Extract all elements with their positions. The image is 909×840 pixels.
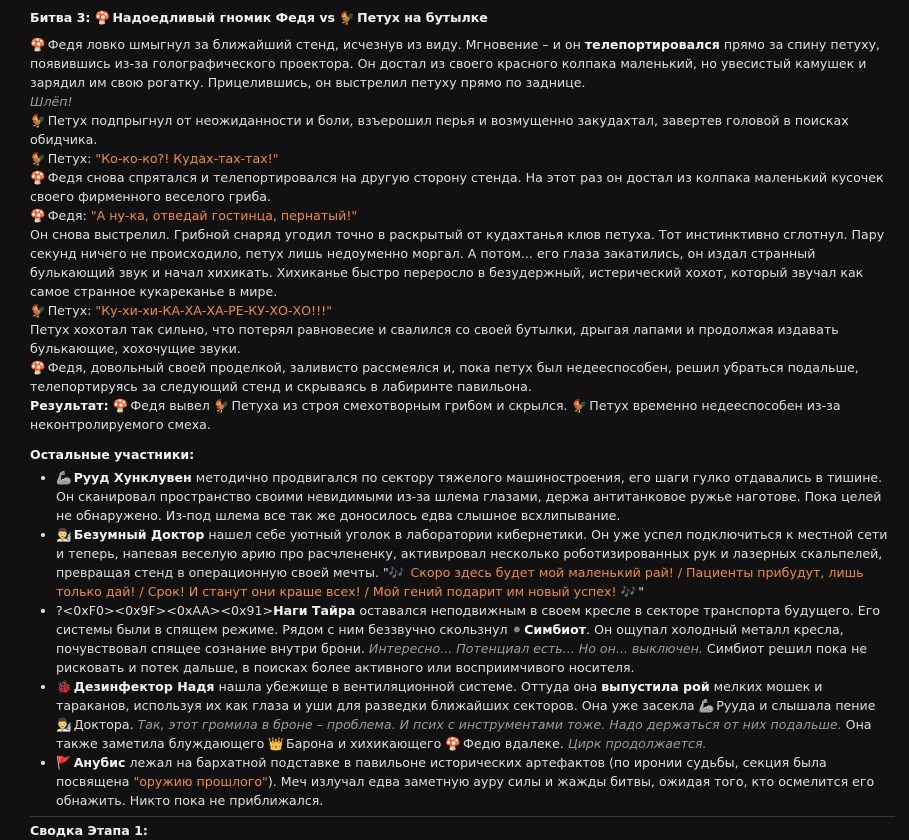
participant-text: нашла убежище в вентиляционной системе. Оттуда она [214, 679, 602, 694]
participant-name: Симбиот [524, 622, 587, 637]
story-text: Федя, довольный своей проделкой, заливисто рассмеялся и, пока петух был недееспособен, решил убраться подальше, телепортируясь за следующий стенд и скрываясь в лабиринте павильона. [30, 360, 859, 394]
participant-text: Барона и хихикающего [285, 736, 446, 751]
mushroom-icon: 🍄 [30, 208, 46, 223]
rooster-icon: 🐓 [571, 398, 588, 413]
speaker-label: Федя: [47, 208, 87, 223]
mech-arm-icon: 🦾 [698, 698, 715, 713]
story-text: Петух подпрыгнул от неожиданности и боли, взъерошил перья и возмущенно закудахтал, завертев головой в поисках обидчика. [30, 113, 849, 147]
section-divider [30, 816, 895, 817]
black-circle-icon: ⚫ [511, 622, 523, 637]
battle-result [30, 396, 895, 434]
inner-thought: Интересно... Потенциал есть... Но он... выключен. [368, 641, 703, 656]
participant-text: Рууда и слышала пение [716, 698, 876, 713]
inner-thought: Цирк продолжается. [567, 736, 707, 751]
story-text: Федя ловко шмыгнул за ближайший стенд, исчезнув из виду. Мгновение – и он [47, 37, 585, 52]
sound-effect: Шлёп! [30, 94, 73, 109]
participant-text: оставался неподвижным в своем кресле в секторе транспорта будущего. Его системы были в спящем режиме. Рядом с ним беззвучно скользнул [56, 603, 881, 637]
story-text: Федя снова спрятался и телепортировался на другую сторону стенда. На этот раз он достал из колпака маленький кусочек своего фирменного веселого гриба. [30, 170, 884, 204]
speech-quote: "Ку-хи-хи-КА-ХА-ХА-РЕ-КУ-ХО-ХО!!!" [95, 303, 332, 318]
list-item [56, 525, 895, 601]
speech-quote: "Ко-ко-ко?! Кудах-тах-тах!" [95, 151, 279, 166]
participant-name: Наги Тайра [273, 603, 356, 618]
story-paragraph-2 [30, 111, 895, 149]
story-paragraph-3 [30, 168, 895, 206]
mushroom-icon: 🍄 [30, 360, 46, 375]
mushroom-icon: 🍄 [94, 10, 111, 25]
story-paragraph-1 [30, 35, 895, 92]
red-flag-icon: 🚩 [56, 755, 72, 770]
rooster-icon: 🐓 [213, 398, 230, 413]
participant-text: " [638, 584, 645, 599]
story-emphasis: телепортировался [584, 37, 720, 52]
others-title-text: Остальные участники: [30, 447, 195, 462]
bug-icon: 🐞 [56, 679, 72, 694]
story-text: прямо за спину петуху, появившись из-за голографического проектора. Он достал из своего красного колпака маленький, но увесистый камушек и зарядил им свою рогатку. Прицелившись, он выстрелил петуху прямо по заднице. [30, 37, 881, 90]
result-text: Федя вывел [130, 398, 210, 413]
rooster-speech-1 [30, 149, 895, 168]
doctor-icon: 👨‍🔬 [56, 717, 72, 732]
music-notes-icon: 🎶 [620, 584, 637, 599]
fedya-speech [30, 206, 895, 225]
participant-text: лежал на бархатной подставке в павильоне исторических артефактов (по иронии судьбы, секция была посвящена [56, 755, 827, 789]
rooster-icon: 🐓 [30, 113, 46, 128]
summary-title: Сводка Этапа 1: [30, 823, 148, 838]
battle-side-a: Надоедливый гномик Федя [112, 10, 315, 25]
mushroom-icon: 🍄 [112, 398, 129, 413]
result-text: Петуха из строя смехотворным грибом и скрылся. [231, 398, 568, 413]
speech-quote: "А ну-ка, отведай гостинца, пернатый!" [90, 208, 358, 223]
rooster-icon: 🐓 [30, 151, 46, 166]
rooster-speech-2 [30, 301, 895, 320]
speech-quote: "оружию прошлого" [133, 774, 268, 789]
rooster-icon: 🐓 [339, 10, 356, 25]
music-notes-icon: 🎶 [388, 565, 405, 580]
inner-thought: Так, этот громила в броне – проблема. И псих с инструментами тоже. Надо держаться от них подальше. [137, 717, 842, 732]
others-list [30, 468, 895, 810]
speaker-label: Петух: [47, 303, 92, 318]
participant-text: нашел себе уютный уголок в лаборатории кибернетики. Он уже успел подключиться к местной сети и теперь, напевая веселую арию про расчлененку, активировал несколько роботизированных рук и лазерных скальпелей, превращая стенд в операционную своей мечты. " [56, 527, 888, 580]
story-paragraph-5: Петух хохотал так сильно, что потерял равновесие и свалился со своей бутылки, дрыгая лапами и продолжая издавать булькающие, хохочущие звуки. [30, 322, 839, 356]
list-item [56, 753, 895, 810]
doctor-icon: 👨‍🔬 [56, 527, 72, 542]
participant-name: Рууд Хунклувен [73, 470, 192, 485]
list-item [56, 677, 895, 753]
participant-emphasis: выпустила рой [601, 679, 710, 694]
encoding-artifact: ?<0xF0><0x9F><0xAA><0x91> [56, 603, 274, 618]
participant-text: Симбиот решил пока не рисковать и потек дальше, в поисках более активного или восприимчивого носителя. [56, 641, 868, 675]
mushroom-icon: 🍄 [30, 37, 46, 52]
mushroom-icon: 🍄 [30, 170, 46, 185]
result-text: Петух временно недееспособен из-за неконтролируемого смеха. [30, 398, 841, 432]
rooster-icon: 🐓 [30, 303, 46, 318]
mushroom-icon: 🍄 [445, 736, 462, 751]
story-paragraph-4: Он снова выстрелил. Грибной снаряд угодил точно в раскрытый от кудахтанья клюв петуха. Тот инстинктивно сглотнул. Пару секунд ничего не происходило, петух лишь недоуменно моргал. А потом... его глаза закатились, он издал странный булькающий звук и начал хихикать. Хихиканье быстро переросло в безудержный, истерический хохот, который звучал как самое странное кукареканье в мире. [30, 227, 885, 299]
participant-text: Она также заметила блуждающего [56, 717, 872, 751]
battle-title-prefix: Битва 3: [30, 10, 91, 25]
participant-name: Анубис [73, 755, 126, 770]
battle-vs: vs [319, 10, 336, 25]
participant-text: Доктора. [73, 717, 138, 732]
list-item [56, 601, 895, 677]
result-label: Результат: [30, 398, 109, 413]
participant-text: мелких мошек и тараканов, используя их как глаза и уши для разведки ближайших секторов. Она уже засекла [56, 679, 823, 713]
song-text: Скоро здесь будет мой маленький рай! / Пациенты прибудут, лишь только дай! / Срок! И станут они краше всех! / Мой гений подарит им новый успех! [56, 565, 864, 599]
participant-text: ). Меч излучал едва заметную ауру силы и жажды битвы, ожидая того, кто осмелится его обнажить. Никто пока не приближался. [56, 774, 875, 808]
others-title [30, 445, 895, 464]
participant-text: . Он ощупал холодный металл кресла, почувствовал спящее сознание внутри брони. [56, 622, 844, 656]
participant-name: Дезинфектор Надя [73, 679, 215, 694]
crown-icon: 👑 [268, 736, 284, 751]
battle-side-b: Петух на бутылке [357, 10, 488, 25]
story-paragraph-6 [30, 358, 895, 396]
list-item [56, 468, 895, 525]
participant-text: методично продвигался по сектору тяжелого машиностроения, его шаги гулко отдавались в тишине. Он сканировал пространство своими невидимыми из-за шлема глазами, держа антитанковое ружье наготове. Пока целей не обнаружено. Из-под шлема все так же доносилось едва слышное всхлипывание. [56, 470, 883, 523]
participant-text: Федю вдалеке. [463, 736, 568, 751]
mech-arm-icon: 🦾 [56, 470, 72, 485]
participant-name: Безумный Доктор [73, 527, 205, 542]
speaker-label: Петух: [47, 151, 92, 166]
battle-heading [30, 8, 895, 27]
